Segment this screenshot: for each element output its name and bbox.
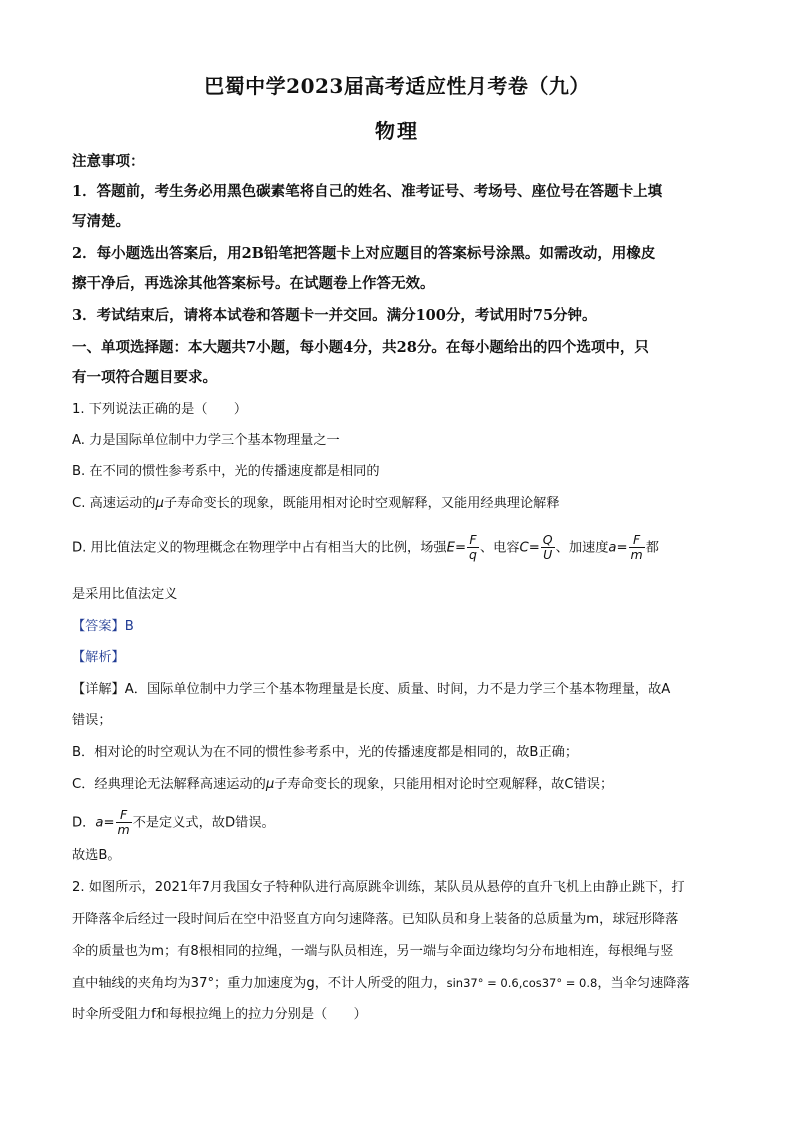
q1-stem: 1. 下列说法正确的是（ ） bbox=[72, 402, 248, 417]
q1-option-a: A. 力是国际单位制中力学三个基本物理量之一 bbox=[72, 433, 340, 448]
notice-item-3: 3．考试结束后，请将本试卷和答题卡一并交回。满分100分，考试用时75分钟。 bbox=[72, 307, 597, 324]
q1-analysis-heading: 【解析】 bbox=[72, 650, 125, 665]
notice-heading: 注意事项： bbox=[72, 153, 145, 170]
q1-answer: 【答案】B bbox=[72, 619, 134, 634]
q1-detail-d: D．a= $\frac{F}{m}$ 不是定义式，故D错误。 bbox=[72, 807, 275, 837]
notice-item-2-line-1: 2．每小题选出答案后，用2B铅笔把答题卡上对应题目的答案标号涂黑。如需改动，用橡皮 bbox=[72, 245, 656, 262]
exam-title: 巴蜀中学2023届高考适应性月考卷（九） bbox=[204, 74, 590, 98]
fraction-q-over-u: $\frac{Q}{U}$ bbox=[542, 532, 553, 562]
subject-title: 物理 bbox=[375, 119, 419, 143]
q1-option-c: C. 高速运动的μ子寿命变长的现象，既能用相对论时空观解释，又能用经典理论解释 bbox=[72, 496, 560, 511]
q2-line-4: 直中轴线的夹角均为37°；重力加速度为g，不计人所受的阻力，sin37° = 0.6,cos37° = 0.8，当伞匀速降落 bbox=[72, 976, 690, 991]
q1-detail-c: C．经典理论无法解释高速运动的μ子寿命变长的现象，只能用相对论时空观解释，故C错误； bbox=[72, 777, 614, 792]
fraction-f-over-m-detail: $\frac{F}{m}$ bbox=[117, 807, 130, 837]
notice-item-2-line-2: 擦干净后，再选涂其他答案标号。在试题卷上作答无效。 bbox=[72, 275, 435, 292]
q1-option-d-line-2: 是采用比值法定义 bbox=[72, 587, 178, 602]
q1-detail-line-2: 错误； bbox=[72, 713, 112, 728]
q1-option-d-line-1: D. 用比值法定义的物理概念在物理学中占有相当大的比例，场强E= $\frac{F}{q}$ 、电容C= $\frac{Q}{U}$ 、加速度a= $\frac{F}{m}$ 都 bbox=[72, 532, 659, 562]
q1-detail-b: B．相对论的时空观认为在不同的惯性参考系中，光的传播速度都是相同的，故B正确； bbox=[72, 745, 579, 760]
notice-item-1-line-2: 写清楚。 bbox=[72, 213, 130, 230]
q1-conclusion: 故选B。 bbox=[72, 848, 121, 863]
section-1-line-1: 一、单项选择题：本大题共7小题，每小题4分，共28分。在每小题给出的四个选项中，只 bbox=[72, 339, 649, 356]
q2-line-3: 伞的质量也为m；有8根相同的拉绳，一端与队员相连，另一端与伞面边缘均匀分布地相连，每根绳与竖 bbox=[72, 944, 674, 959]
trig-values: sin37° = 0.6,cos37° = 0.8 bbox=[446, 976, 598, 990]
q2-line-2: 开降落伞后经过一段时间后在空中沿竖直方向匀速降落。已知队员和身上装备的总质量为m，球冠形降落 bbox=[72, 912, 679, 927]
notice-item-1-line-1: 1．答题前，考生务必用黑色碳素笔将自己的姓名、准考证号、考场号、座位号在答题卡上填 bbox=[72, 183, 663, 200]
q1-option-b: B. 在不同的惯性参考系中，光的传播速度都是相同的 bbox=[72, 464, 380, 479]
mu-symbol: μ bbox=[155, 496, 164, 511]
q2-line-1: 2. 如图所示，2021年7月我国女子特种队进行高原跳伞训练，某队员从悬停的直升飞机上由静止跳下，打 bbox=[72, 880, 685, 895]
q2-line-5: 时伞所受阻力f和每根拉绳上的拉力分别是（ ） bbox=[72, 1007, 367, 1022]
fraction-f-over-m: $\frac{F}{m}$ bbox=[630, 532, 643, 562]
q1-detail-line-1: 【详解】A．国际单位制中力学三个基本物理量是长度、质量、时间，力不是力学三个基本物理量，故A bbox=[72, 682, 671, 697]
section-1-line-2: 有一项符合题目要求。 bbox=[72, 369, 217, 386]
fraction-f-over-q: $\frac{F}{q}$ bbox=[469, 532, 477, 562]
